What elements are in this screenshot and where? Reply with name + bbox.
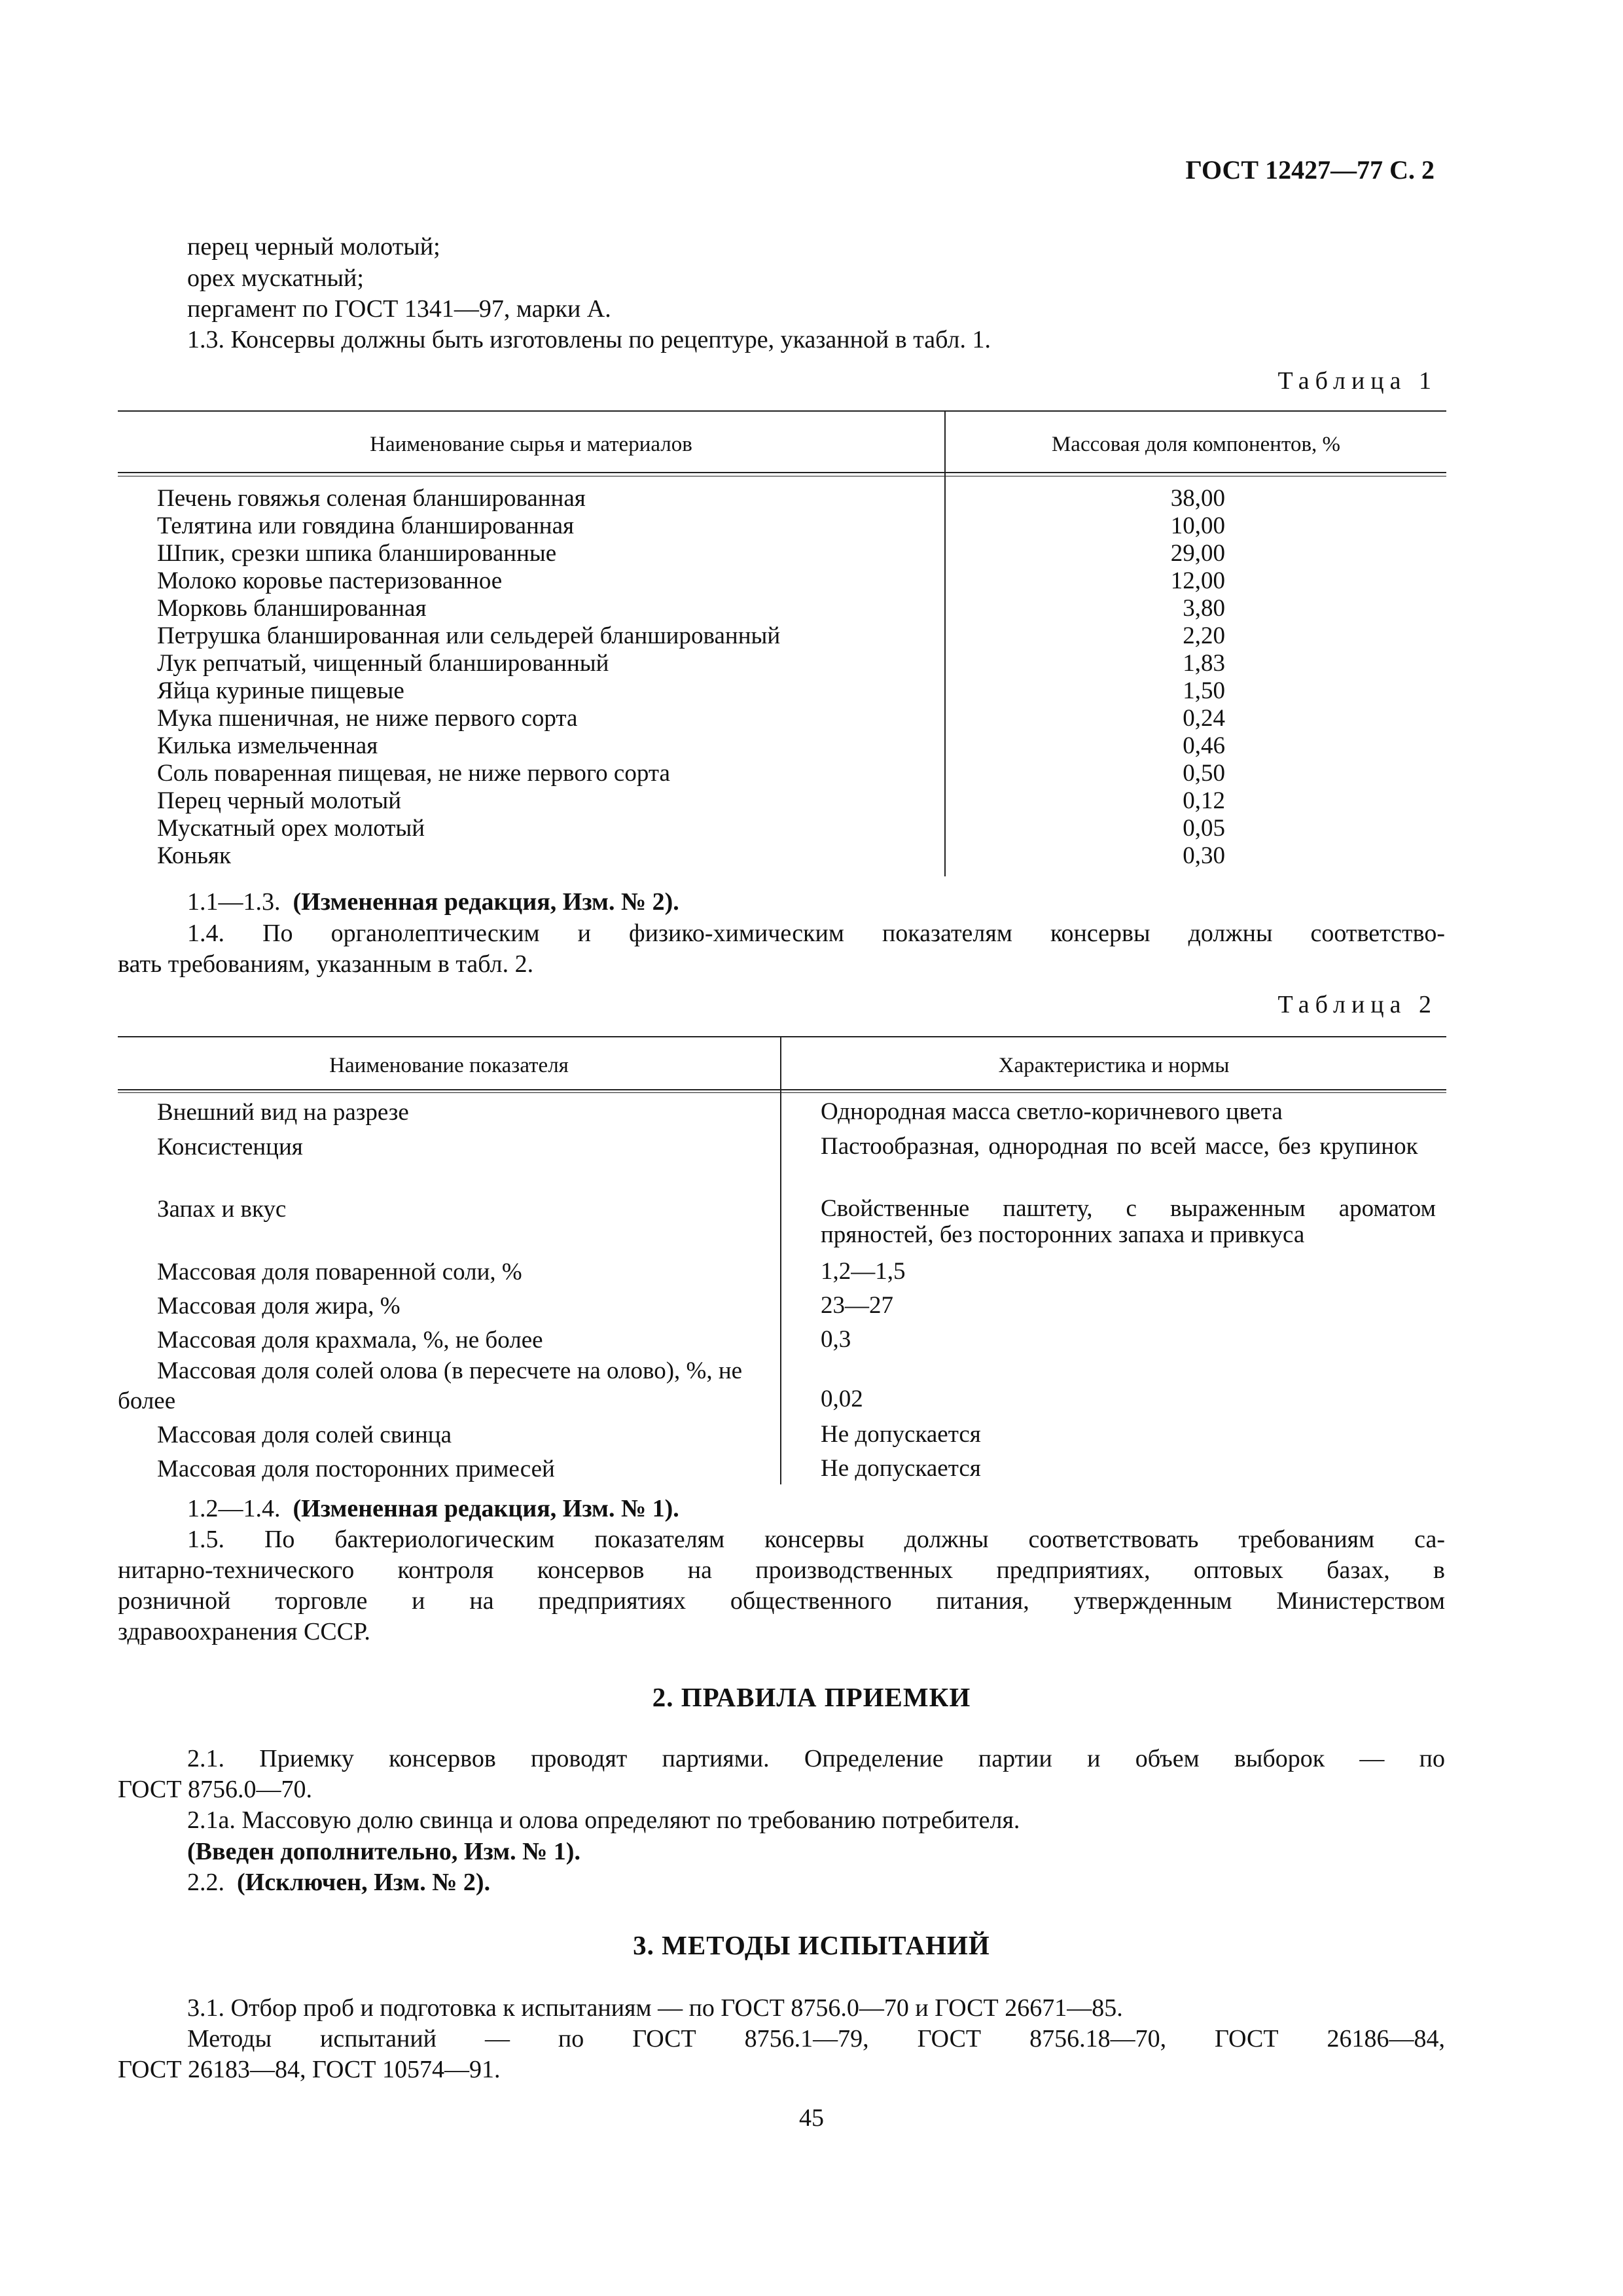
intro-line-1: перец черный молотый; — [187, 233, 440, 260]
table1-row-name: Мускатный орех молотый — [157, 815, 425, 842]
table2-row-value: 1,2—1,5 — [821, 1258, 906, 1285]
table1-row-value: 0,05 — [1183, 815, 1225, 842]
table1-row-value: 0,12 — [1183, 787, 1225, 814]
table2-header-col2: Характеристика и нормы — [998, 1054, 1230, 1077]
page-header: ГОСТ 12427—77 С. 2 — [1185, 155, 1435, 185]
table1-row-name: Петрушка бланшированная или сельдерей бланшированный — [157, 622, 781, 649]
paragraph-2-2-text: (Исключен, Изм. № 2). — [237, 1869, 491, 1896]
table1-row-name: Шпик, срезки шпика бланшированные — [157, 540, 557, 567]
intro-line-2: орех мускатный; — [187, 264, 364, 292]
table1-row-name: Лук репчатый, чищенный бланшированный — [157, 650, 609, 677]
table2-row-name: Массовая доля солей свинца — [157, 1422, 452, 1448]
table1-row-name: Молоко коровье пастеризованное — [157, 567, 503, 594]
table2-row-value: Свойственные паштету, с выраженным ароматом пряностей, без посторонних запаха и привкуса — [821, 1195, 1436, 1248]
table1-row-name: Печень говяжья соленая бланшированная — [157, 485, 586, 512]
edit-note-1-text: (Измененная редакция, Изм. № 2). — [293, 888, 679, 916]
table1-header-rule — [118, 472, 1446, 473]
table2-row-value: Не допускается — [821, 1455, 981, 1482]
table2-row-name: Массовая доля жира, % — [157, 1293, 401, 1319]
paragraph-2-1-line-2: ГОСТ 8756.0—70. — [118, 1776, 312, 1803]
table1-row-value: 0,50 — [1183, 760, 1225, 787]
paragraph-3-1: 3.1. Отбор проб и подготовка к испытаниям — по ГОСТ 8756.0—70 и ГОСТ 26671—85. — [187, 1994, 1123, 2022]
paragraph-1-5-line-1: 1.5. По бактериологическим показателям консервы должны соответствовать требованиям са- — [187, 1526, 1445, 1553]
table1-row-value: 1,83 — [1183, 650, 1225, 677]
page-number: 45 — [799, 2104, 824, 2132]
table1-row-name: Соль поваренная пищевая, не ниже первого сорта — [157, 760, 670, 787]
table2-header-col1: Наименование показателя — [329, 1054, 569, 1077]
intro-line-3: пергамент по ГОСТ 1341—97, марки А. — [187, 295, 611, 323]
paragraph-1-4-line-2: вать требованиям, указанным в табл. 2. — [118, 950, 534, 978]
table2-row-name: Консистенция — [157, 1134, 303, 1160]
section-3-title: 3. МЕТОДЫ ИСПЫТАНИЙ — [633, 1930, 990, 1960]
table2-row-value: Пастообразная, однородная по всей массе, без крупинок — [821, 1133, 1418, 1160]
table1-top-rule — [118, 410, 1446, 412]
table1-row-name: Килька измельченная — [157, 732, 378, 759]
table2-row-name: Массовая доля поваренной соли, % — [157, 1259, 522, 1285]
paragraph-1-5-line-4: здравоохранения СССР. — [118, 1618, 370, 1645]
table1-row-name: Яйца куриные пищевые — [157, 677, 404, 704]
table1-row-value: 29,00 — [1170, 540, 1225, 567]
table2-header-rule-2 — [118, 1092, 1446, 1093]
paragraph-1-3: 1.3. Консервы должны быть изготовлены по рецептуре, указанной в табл. 1. — [187, 326, 991, 353]
table2-row-value: 0,3 — [821, 1326, 851, 1353]
table2-header-rule — [118, 1089, 1446, 1090]
table2-row-value: 23—27 — [821, 1292, 893, 1319]
table1-row-value: 3,80 — [1183, 595, 1225, 622]
table2-row-value: Не допускается — [821, 1421, 981, 1448]
table1-row-value: 12,00 — [1170, 567, 1225, 594]
table1-row-name: Телятина или говядина бланшированная — [157, 512, 575, 539]
table1-row-value: 38,00 — [1170, 485, 1225, 512]
table2-row-value: Однородная масса светло-коричневого цвета — [821, 1098, 1283, 1125]
table1-row-value: 0,46 — [1183, 732, 1225, 759]
edit-note-2-prefix: 1.2—1.4. — [187, 1495, 281, 1522]
table2-col-divider — [780, 1036, 781, 1484]
paragraph-1-5-line-2: нитарно-технического контроля консервов на производственных предприятиях, оптовых базах, в — [118, 1556, 1445, 1584]
table2-top-rule — [118, 1036, 1446, 1037]
paragraph-2-1a: 2.1а. Массовую долю свинца и олова определяют по требованию потребителя. — [187, 1806, 1020, 1834]
edit-note-2 — [187, 1495, 679, 1522]
table1-row-value: 0,30 — [1183, 842, 1225, 869]
table1-label: Таблица 1 — [1277, 367, 1437, 395]
edit-note-2-text: (Измененная редакция, Изм. № 1). — [293, 1495, 679, 1522]
table1-row-name: Морковь бланшированная — [157, 595, 427, 622]
table1-row-name: Перец черный молотый — [157, 787, 402, 814]
table2-label: Таблица 2 — [1277, 991, 1437, 1018]
table1-row-value: 0,24 — [1183, 705, 1225, 732]
methods-line-1: Методы испытаний — по ГОСТ 8756.1—79, ГОСТ 8756.18—70, ГОСТ 26186—84, — [187, 2025, 1445, 2053]
table2-row-name: Запах и вкус — [157, 1196, 287, 1223]
paragraph-2-1-line-1: 2.1. Приемку консервов проводят партиями. Определение партии и объем выборок — по — [187, 1745, 1445, 1772]
table2-row-value: 0,02 — [821, 1386, 863, 1412]
table2-row-name: Массовая доля посторонних примесей — [157, 1456, 555, 1482]
table1-row-name: Коньяк — [157, 842, 232, 869]
table1-row-value: 10,00 — [1170, 512, 1225, 539]
paragraph-2-2-prefix: 2.2. — [187, 1869, 224, 1896]
edit-note-1 — [187, 888, 679, 916]
table2-row-name: Массовая доля крахмала, %, не более — [157, 1327, 543, 1354]
table1-row-value: 2,20 — [1183, 622, 1225, 649]
table2-row-name: Массовая доля солей олова (в пересчете на олово), %, не более — [118, 1357, 743, 1414]
methods-line-2: ГОСТ 26183—84, ГОСТ 10574—91. — [118, 2056, 501, 2083]
table1-col-divider — [944, 410, 946, 876]
table1-row-value: 1,50 — [1183, 677, 1225, 704]
paragraph-2-2 — [187, 1869, 490, 1896]
table1-header-col1: Наименование сырья и материалов — [370, 433, 692, 456]
section-2-title: 2. ПРАВИЛА ПРИЕМКИ — [652, 1682, 971, 1712]
paragraph-2-1a-note: (Введен дополнительно, Изм. № 1). — [187, 1838, 580, 1865]
table2-row-name: Внешний вид на разрезе — [157, 1099, 409, 1126]
paragraph-1-4-line-1: 1.4. По органолептическим и физико-химическим показателям консервы должны соответство- — [187, 920, 1445, 947]
table1-row-name: Мука пшеничная, не ниже первого сорта — [157, 705, 578, 732]
table1-header-col2: Массовая доля компонентов, % — [1051, 433, 1341, 456]
edit-note-1-prefix: 1.1—1.3. — [187, 888, 281, 916]
paragraph-1-5-line-3: розничной торговле и на предприятиях общественного питания, утвержденным Министерством — [118, 1587, 1445, 1615]
